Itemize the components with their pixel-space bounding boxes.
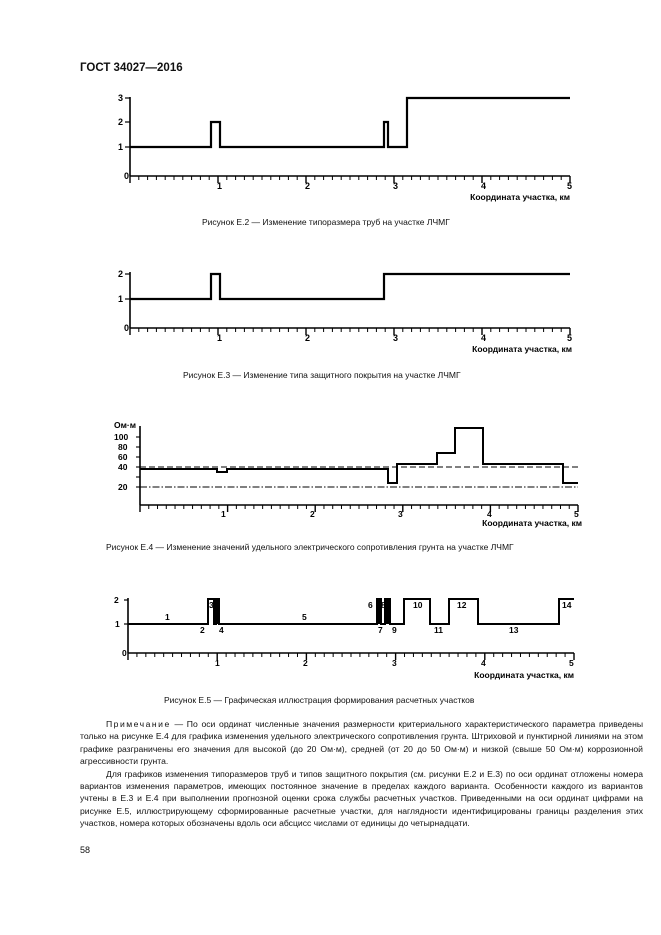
e3-ytick-1: 1 bbox=[118, 294, 124, 304]
e5-section-label-8: 8 bbox=[381, 600, 386, 610]
e5-xtick-2: 2 bbox=[303, 658, 308, 668]
figure-e3-caption: Рисунок Е.3 — Изменение типа защитного покрытия на участке ЛЧМГ bbox=[183, 370, 461, 380]
e3-xtick-3: 3 bbox=[393, 333, 399, 343]
e2-ytick-0: 0 bbox=[124, 171, 130, 181]
note-text: — По оси ординат численные значения размерности критериального характеристического параметра приведены только на рисунке Е.4 для графика изменения удельного электрического сопротивления грунта. Штриховой и пунктирной линиями на этом графике разграничены его значения для высокой (до 20 Ом·м), средней (от 20 до 50 Ом·м) и низкой (свыше 50 Ом·м) коррозионной агрессивности грунта. bbox=[80, 719, 643, 767]
e4-ytick-100: 100 bbox=[114, 432, 129, 442]
e5-xtick-3: 3 bbox=[392, 658, 397, 668]
e3-xtick-4: 4 bbox=[481, 333, 487, 343]
e3-xtick-2: 2 bbox=[305, 333, 311, 343]
e4-ytick-40: 40 bbox=[118, 462, 128, 472]
e5-series-line bbox=[128, 599, 574, 624]
e4-xtick-4: 4 bbox=[487, 509, 492, 519]
e3-xtick-5: 5 bbox=[567, 333, 573, 343]
e2-xtick-2: 2 bbox=[305, 181, 311, 191]
e5-xtick-1: 1 bbox=[215, 658, 220, 668]
e5-ytick-2: 2 bbox=[114, 595, 119, 605]
e3-series-line bbox=[130, 274, 570, 299]
e2-ytick-3: 3 bbox=[118, 93, 124, 103]
figure-e4-chart bbox=[100, 420, 590, 530]
e5-xlabel: Координата участка, км bbox=[474, 670, 574, 680]
e2-xtick-3: 3 bbox=[393, 181, 399, 191]
e5-section-label-1: 1 bbox=[165, 612, 170, 622]
e5-section-label-7: 7 bbox=[378, 625, 383, 635]
e4-series-line bbox=[140, 428, 578, 483]
figure-e5-caption: Рисунок Е.5 — Графическая иллюстрация формирования расчетных участков bbox=[164, 695, 475, 705]
e5-section-label-5: 5 bbox=[302, 612, 307, 622]
note-paragraph-2: Для графиков изменения типоразмеров труб и типов защитного покрытия (см. рисунки Е.2 и Е.3) по оси ординат отложены номера вариантов изменения параметров, имеющих постоянное значение в пределах каждого варианта. Особенности каждого из вариантов учтены в Е.3 и Е.4 при выполнении прогнозной оценки срока службы расчетных участков. Приведенными на оси ординат цифрами на рисунке Е.5, иллюстрирующему сформированные расчетные участки, для наглядности идентифицированы границы разделения этих участков, номера которых обозначены вдоль оси абсцисс числами от единицы до четырнадцати. bbox=[80, 768, 643, 829]
e5-xtick-5: 5 bbox=[569, 658, 574, 668]
e4-ytick-80: 80 bbox=[118, 442, 128, 452]
e5-section-label-11: 11 bbox=[434, 625, 443, 635]
e4-xtick-2: 2 bbox=[310, 509, 315, 519]
e2-xlabel: Координата участка, км bbox=[470, 192, 570, 202]
note-block bbox=[80, 718, 643, 830]
figure-e4-caption: Рисунок Е.4 — Изменение значений удельного электрического сопротивления грунта на участке ЛЧМГ bbox=[106, 542, 514, 552]
figure-e2-caption: Рисунок Е.2 — Изменение типоразмера труб на участке ЛЧМГ bbox=[202, 217, 450, 227]
e5-ytick-0: 0 bbox=[122, 648, 127, 658]
e5-section-label-6: 6 bbox=[368, 600, 373, 610]
figure-e3-chart bbox=[100, 268, 590, 360]
e3-xtick-1: 1 bbox=[217, 333, 223, 343]
e3-xlabel: Координата участка, км bbox=[472, 344, 572, 354]
e4-ytick-20: 20 bbox=[118, 482, 128, 492]
e4-xtick-1: 1 bbox=[221, 509, 226, 519]
e5-section-label-2: 2 bbox=[200, 625, 205, 635]
e4-yunit: Ом·м bbox=[114, 420, 137, 430]
note-label: Примечание bbox=[106, 719, 171, 729]
document-header: ГОСТ 34027—2016 bbox=[80, 62, 183, 74]
e2-xtick-1: 1 bbox=[217, 181, 223, 191]
e5-section-label-12: 12 bbox=[457, 600, 467, 610]
e5-xtick-4: 4 bbox=[481, 658, 486, 668]
e2-xtick-4: 4 bbox=[481, 181, 487, 191]
e5-section-label-3: 3 bbox=[209, 600, 214, 610]
note-paragraph-1 bbox=[80, 718, 643, 768]
e5-section-label-10: 10 bbox=[413, 600, 423, 610]
e2-ytick-1: 1 bbox=[118, 142, 124, 152]
e5-section-label-14: 14 bbox=[562, 600, 572, 610]
e4-xlabel: Координата участка, км bbox=[482, 518, 582, 528]
e5-section-label-13: 13 bbox=[509, 625, 519, 635]
e5-section-label-9: 9 bbox=[392, 625, 397, 635]
e3-ytick-0: 0 bbox=[124, 323, 130, 333]
e5-section-label-4: 4 bbox=[219, 625, 224, 635]
e2-series-line bbox=[130, 98, 570, 147]
figure-e5-chart bbox=[100, 590, 590, 685]
e5-ytick-1: 1 bbox=[115, 619, 120, 629]
e4-xtick-5: 5 bbox=[574, 509, 579, 519]
e3-ytick-2: 2 bbox=[118, 269, 124, 279]
page-number: 58 bbox=[80, 845, 91, 855]
figure-e2-chart bbox=[100, 88, 590, 208]
e2-xtick-5: 5 bbox=[567, 181, 573, 191]
e4-xtick-3: 3 bbox=[398, 509, 403, 519]
e4-ytick-60: 60 bbox=[118, 452, 128, 462]
e2-ytick-2: 2 bbox=[118, 117, 124, 127]
